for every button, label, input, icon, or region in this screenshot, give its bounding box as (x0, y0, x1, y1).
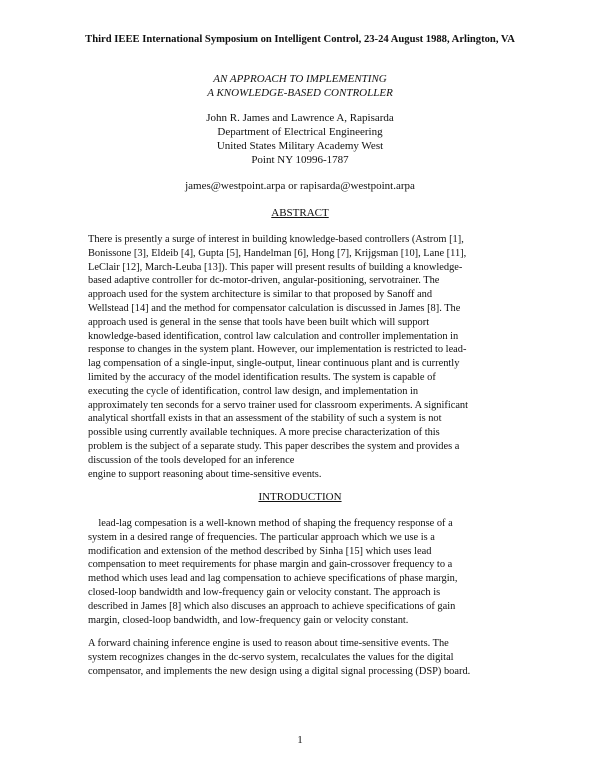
intro-line: lead-lag compesation is a well-known method of shaping the frequency response of a (88, 518, 453, 529)
introduction-paragraph-2 (88, 637, 528, 678)
intro-line: closed-loop bandwidth and low-frequency gain or velocity constant. The approach is (88, 586, 441, 598)
abstract-line: approach used for the system architecture is similar to that proposed by Sanoff and (88, 289, 433, 301)
abstract-line: based adaptive controller for dc-motor-driven, angular-positioning, servotrainer. The (88, 275, 440, 287)
intro-line: A forward chaining inference engine is used to reason about time-sensitive events. The (88, 638, 449, 649)
abstract-line: possible using currently available techniques. A more precise characterization of this (88, 427, 440, 439)
introduction-paragraph-1 (88, 517, 528, 627)
abstract-line: discussion of the tools developed for an inference (88, 454, 295, 466)
abstract-line: LeClair [12], March-Leuba [13]). This paper will present results of building a knowledge- (88, 261, 463, 273)
intro-line: method which uses lead and lag compensation to achieve specifications of phase margin, (88, 573, 458, 585)
abstract-line: executing the cycle of identification, control law design, and implementation in (88, 385, 419, 397)
intro-line: modification and extension of the method described by Sinha [15] which uses lead (88, 545, 432, 557)
abstract-line: lag compensation of a single-input, single-output, linear continuous plant and is currently (88, 358, 460, 370)
abstract-line: approximately ten seconds for a servo trainer used for classroom experiments. A significant (88, 399, 469, 411)
abstract-line: analytical shortfall exists in that an assessment of the stability of such a system is not (88, 413, 442, 425)
abstract-line: knowledge-based identification, control law calculation and controller implementation in (88, 330, 459, 342)
paper-title-line-1: AN APPROACH TO IMPLEMENTING (213, 73, 387, 85)
intro-line: system in a desired range of frequencies. The particular approach which we use is a (88, 531, 435, 543)
abstract-heading: ABSTRACT (271, 207, 329, 219)
author-institution: United States Military Academy West (216, 140, 384, 152)
abstract-line: response to changes in the system plant. However, our implementation is restricted to lead- (88, 344, 467, 356)
conference-header: Third IEEE International Symposium on Intelligent Control, 23-24 August 1988, Arlington, VA (85, 34, 515, 45)
abstract-line: limited by the accuracy of the model identification results. The system is capable of (88, 371, 436, 383)
paper-title-line-2: A KNOWLEDGE-BASED CONTROLLER (207, 87, 393, 99)
abstract-line: problem is the subject of a separate study. This paper describes the system and provides a (88, 440, 460, 452)
introduction-heading: INTRODUCTION (258, 491, 342, 503)
abstract-line: Wellstead [14] and the method for compensator calculation is discussed in James [8]. The (88, 302, 461, 314)
author-emails: james@westpoint.arpa or rapisarda@westpoint.arpa (185, 180, 415, 192)
abstract-line: engine to support reasoning about time-sensitive events. (88, 468, 322, 480)
author-names: John R. James and Lawrence A, Rapisarda (206, 112, 394, 124)
intro-line: compensator, and implements the new design using a digital signal processing (DSP) board. (88, 665, 471, 677)
intro-line: margin, closed-loop bandwidth, and low-frequency gain or velocity constant. (88, 614, 409, 626)
page-number: 1 (297, 734, 303, 746)
abstract-body (88, 233, 528, 481)
author-block (0, 111, 600, 167)
author-address: Point NY 10996-1787 (251, 154, 349, 166)
abstract-line: There is presently a surge of interest in building knowledge-based controllers (Astrom [1], (88, 234, 464, 245)
abstract-line: approach used is general in the sense that tools have been built which will support (88, 316, 430, 328)
paper-title (0, 72, 600, 100)
intro-line: system recognizes changes in the dc-servo system, recalculates the values for the digital (88, 651, 454, 663)
abstract-line: Bonissone [3], Eldeib [4], Gupta [5], Handelman [6], Hong [7], Krijgsman [10], Lane [11], (88, 247, 467, 259)
author-department: Department of Electrical Engineering (217, 126, 383, 138)
intro-line: compensation to meet requirements for phase margin and gain-crossover frequency to a (88, 559, 453, 571)
intro-line: described in James [8] which also discuses an approach to achieve specifications of gain (88, 600, 456, 612)
